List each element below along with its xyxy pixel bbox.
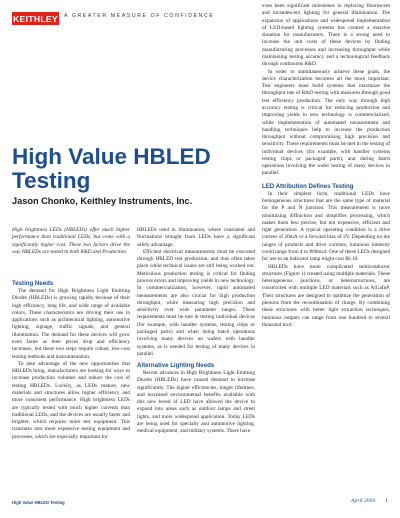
led-paragraph-1: In their simplest form, traditional LEDs have homogeneous structures that are the same type of material for the P and N junction. This measurement is more minimizing diffraction and simplifies processing, which makes them less precise, but not expensive, efficient and light generation. A typical operating condition is a drive current of 20mA or a forward bias of 2V. Depending on the ranges of products and drive currents, luminous intensity could range from 4 to 800mcd. One of these LEDs designed for use to an indicator lamp might cost $0.10. [262,190,390,263]
footer-date: April 2004 [351,498,376,504]
testing-paragraph-2: To take advantage of the new opportunities that HBLEDs bring, manufacturers are looking for ways to increase production volumes and reduce the cost of testing HBLEDs. Luckily, as LEDs mature, new materials and structures allow higher efficiency and more consistent performance. High brightness LEDs are typically tested with much higher currents than traditional LEDs, and the devices are usually faster and brighter, which requires more test equipment. This translates into more expensive testing equipment and processes, which are especially important for [12,360,130,440]
page-number: 1 [385,498,388,504]
article-author: Jason Chonko, Keithley Instruments, Inc. [12,196,193,206]
footer-date-page [351,498,388,504]
article-abstract: High brightness LEDs (HBLEDs) offer much higher performance than traditional LEDs, but come with a significantly higher cost. These two factors drive the way HBLEDs are tested in both R&D and Production. [12,227,130,256]
footer-title: High Value HBLED Testing [12,500,65,505]
right-paragraph-1: even been significant milestones in replacing fluorescent and incandescent lighting for general illumination. The expansion of applications and widespread implementation of LED-based lighting systems has created a massive situation for manufacturers. There is a strong need to increase the unit costs of these devices by finding manufacturing processes and increasing throughput while maintaining testing accuracy and a technological feedback through continuous R&D. [262,3,390,68]
testing-paragraph-1: The demand for High Brightness Light Emitting Diodes (HBLEDs) is growing rapidly because of their high efficiency, long life, and wide range of available colors. These characteristics are driving their use in applications such as architectural lighting, automotive lighting, signage, traffic signals, and general illumination. The demand for these devices will grow even faster as their prices drop and efficiency increases, but these two steps require robust, low-cost testing methods and instrumentation. [12,288,130,360]
section-heading-led-testing: LED Attribution Defines Testing [262,182,354,190]
keithley-logo: KEITHLEY [13,13,58,24]
article-title: High Value HBLED Testing [12,144,211,193]
company-tagline: A GREATER MEASURE OF CONFIDENCE [64,13,215,19]
right-column [262,3,390,329]
section-heading-testing-needs: Testing Needs [12,280,54,287]
alternative-paragraph-1: Recent advances in High Brightness Light Emitting Diodes (HBLEDs) have caused demand to increase significantly. The higher efficiencies, longer lifetimes, and increased environmental benefits available with this new breed of LED have allowed the device to expand into areas such as outdoor lamps and street lights, and more widespread application. Today LEDs are being used for specialty and automotive lighting, medical equipment, and military systems. There have [137,370,255,435]
middle-paragraph-2: Efficient electrical measurements must be executed through HBLED test production, and thus often takes place while technical issues are still being worked out. Meticulous production testing is critical for finding process errors and improving yields in new technology. In commercialization, however, rapid automated measurements are also crucial for high production throughput, while measuring high precision and sensitivity over wide parameter ranges. These requirements must be met in testing individual devices (for example, with handler systems, testing chips or packaged parts) and when doing batch operations involving many devices on wafers with handler systems, as is needed for testing of many devices in parallel. [137,248,255,357]
middle-column [137,227,255,436]
middle-paragraph-1: HBLEDs used in illumination, where consistent and fluctuations brought from LEDs have a significant safety advantage. [137,227,255,248]
section-heading-alternative-lighting: Alternative Lighting Needs [137,362,215,370]
right-paragraph-2: In order to simultaneously achieve these goals, the device characterization becomes all the more important. Test engineers must build systems that maximize the throughput rate of R&D testing with measures through good test efficiency production. The only way through high accuracy testing is critical for reducing production and improving yields in new technology is commercialized, while implementation of automated measurement and handling techniques help to increase the production throughput without compromising high precision and sensitivity. These requirements must be met in the testing of individual devices (for example, with handler systems testing chips or packaged parts), and during batch operations involving the wafer testing of many devices in parallel. [262,68,390,177]
left-column [12,279,130,441]
led-paragraph-2: HBLEDs have more complicated semiconductor structures (Figure 1) created using multiple materials. These heterogeneous junctions, or heterostructures, are constructed with multiple LED materials such as AlGaInP. Their structures are designed to optimize the generation of photons from the recombination of charge. By combining these structures with better light extraction techniques, luminous outputs can range from one hundred to several thousand mcd. [262,263,390,328]
